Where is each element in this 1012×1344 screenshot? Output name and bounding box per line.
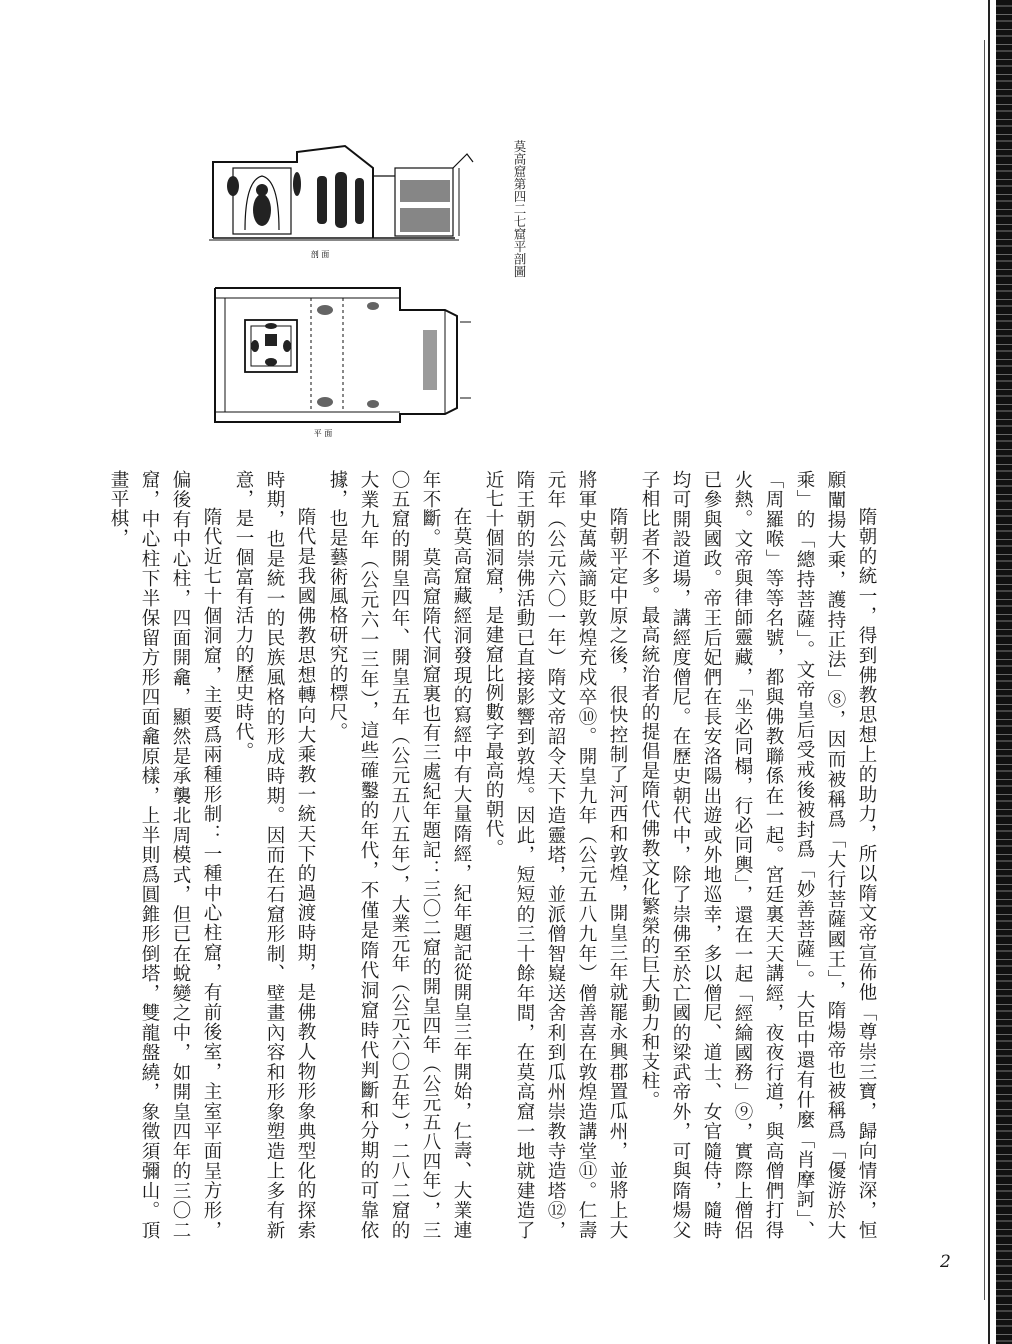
paragraph: 隋朝平定中原之後，很快控制了河西和敦煌，開皇三年就罷永興郡置瓜州，並將上大將軍史萬歲謫貶敦煌充戍卒⑩。開皇九年（公元五八九年）僧善喜在敦煌造講堂⑪。仁壽元年（公元六〇一年）隋文帝詔令天下造靈塔，並派僧智嶷送舍利到瓜州崇教寺造塔⑫，隋王朝的崇佛活動已直接影響到敦煌。因此，短短的三十餘年間，在莫高窟一地就建造了近七十個洞窟，是建窟比例數字最高的朝代。 — [483, 470, 628, 1240]
body-text — [70, 470, 882, 1240]
scan-edge-band — [996, 0, 1012, 1344]
paragraph: 隋代是我國佛教思想轉向大乘教一統天下的過渡時期，是佛教人物形象典型化的探索時期，也是統一的民族風格的形成時期。因而在石窟形制、壁畫內容和形象塑造上多有新意，是一個富有活力的歷史時代。 — [233, 470, 316, 1240]
paragraph: 在莫高窟藏經洞發現的寫經中有大量隋經，紀年題記從開皇三年開始，仁壽、大業連年不斷。莫高窟隋代洞窟裏也有三處紀年題記：三〇二窟的開皇四年（公元五八四年），三〇五窟的開皇四年、開皇五年（公元五八五年），大業元年（公元六〇五年），二八二窟的大業九年（公元六一三年），這些確鑿的年代，不僅是隋代洞窟時代判斷和分期的可靠依據，也是藝術風格研究的標尺。 — [327, 470, 472, 1240]
scan-edge-line — [988, 0, 990, 1344]
cave-427-figure — [205, 140, 480, 440]
section-label: 剖 面 — [310, 250, 330, 259]
paragraph: 隋朝的統一，得到佛教思想上的助力，所以隋文帝宣佈他「尊崇三寶，歸向情深，恒願闡揚大乘，護持正法」⑧，因而被稱爲「大行菩薩國王」，隋煬帝也被稱爲「優游於大乘」的「總持菩薩」。文帝皇后受戒後被封爲「妙善菩薩」。大臣中還有什麼「肖摩訶」、「周羅喉」等等名號，都與佛教聯係在一起。宮廷裏天天講經，夜夜行道，與高僧們打得火熱。文帝與律師靈藏，「坐必同榻，行必同輿」，還在一起「經綸國務」⑨，實際上僧侶已參與國政。帝王后妃們在長安洛陽出遊或外地巡幸，多以僧尼、道士、女官隨侍，隨時均可開設道場，講經度僧尼。在歷史朝代中，除了崇佛至於亡國的梁武帝外，可與隋煬父子相比者不多。最高統治者的提倡是隋代佛教文化繁榮的巨大動力和支柱。 — [639, 470, 877, 1240]
cave-427-drawing — [205, 140, 480, 440]
plan-label: 平 面 — [313, 429, 333, 438]
scan-edge-line-inner — [984, 40, 985, 1300]
page-number: 2 — [940, 1252, 951, 1272]
paragraph: 隋代近七十個洞窟，主要爲兩種形制：一種中心柱窟，有前後室，主室平面呈方形，偏後有中心柱，四面開龕，顯然是承襲北周模式，但已在蛻變之中，如開皇四年的三〇二窟，中心柱下半保留方形四面龕原樣，上半則爲圓錐形倒塔，雙龍盤繞，象徵須彌山。頂畫平棋， — [108, 470, 222, 1240]
figure-caption: 莫高窟第四二七窟平剖圖 — [512, 140, 527, 278]
